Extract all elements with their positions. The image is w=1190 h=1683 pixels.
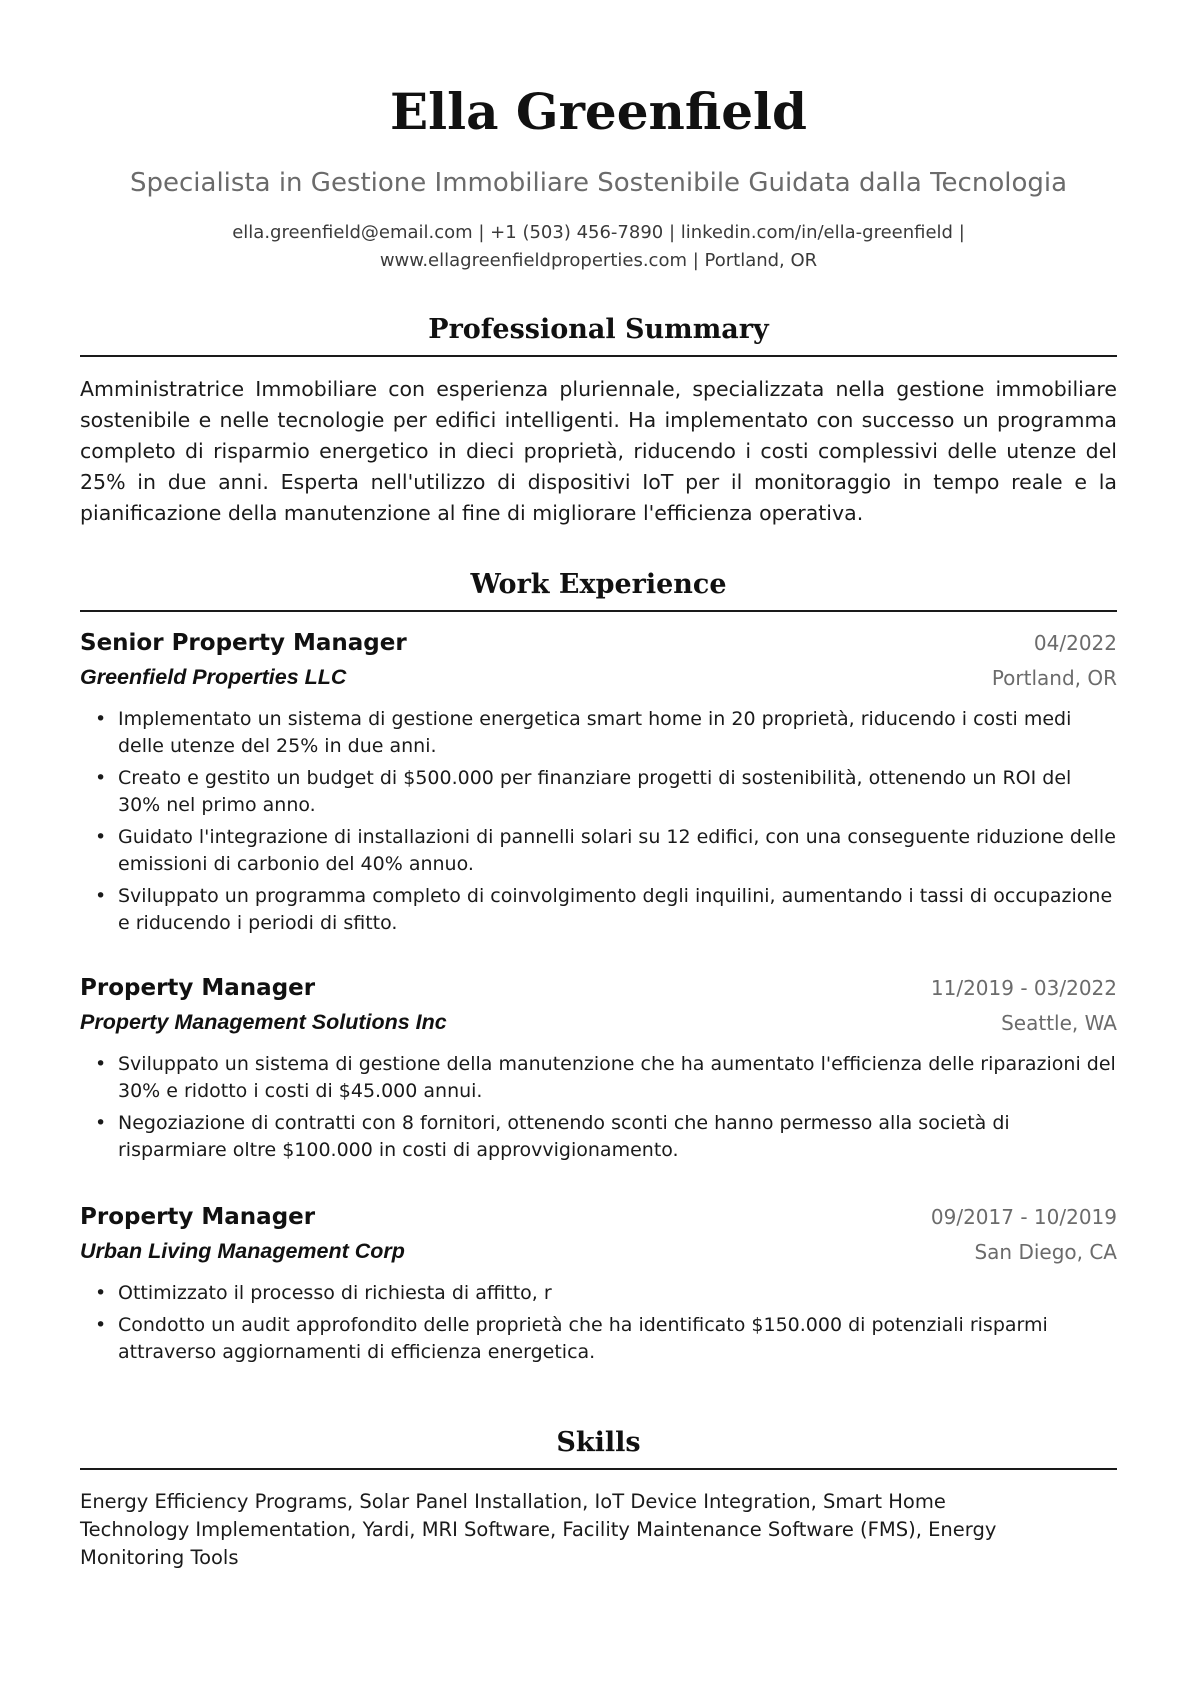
job-dates: 09/2017 - 10/2019 — [930, 1205, 1117, 1229]
achievement-text: Creato e gestito un budget di $500.000 per finanziare progetti di sostenibilità, ottenendo un ROI del 30% nel primo anno. — [118, 767, 1072, 816]
job-achievements — [80, 1051, 1117, 1169]
bullet-icon: • — [95, 1112, 107, 1134]
skills-heading: Skills — [556, 1427, 641, 1458]
job-location: Seattle, WA — [1001, 1011, 1117, 1035]
achievement-text: Sviluppato un sistema di gestione della manutenzione che ha aumentato l'efficienza delle riparazioni del 30% e ridotto i costi di $45.000 annui. — [118, 1053, 1116, 1102]
contact-line-2: www.ellagreenfieldproperties.com | Portland, OR — [379, 250, 818, 271]
section-divider — [80, 610, 1117, 612]
section-divider — [80, 1468, 1117, 1470]
job-location: San Diego, CA — [974, 1240, 1117, 1264]
contact-info — [230, 219, 967, 275]
candidate-name: Ella Greenfield — [389, 82, 808, 141]
job-title: Property Manager — [80, 1204, 316, 1230]
bullet-icon: • — [95, 885, 107, 907]
achievement-item — [80, 1312, 1117, 1366]
achievement-text: Ottimizzato il processo di richiesta di affitto, r — [118, 1282, 552, 1304]
achievement-text: Sviluppato un programma completo di coinvolgimento degli inquilini, aumentando i tassi di occupazione e riducendo i periodi di sfitto. — [118, 885, 1113, 934]
job-achievements — [80, 706, 1117, 942]
bullet-icon: • — [95, 708, 107, 730]
job-company: Greenfield Properties LLC — [80, 665, 347, 689]
achievement-item — [80, 824, 1117, 878]
job-dates: 11/2019 - 03/2022 — [930, 976, 1117, 1000]
bullet-icon: • — [95, 826, 107, 848]
job-dates: 04/2022 — [1033, 631, 1117, 655]
job-achievements — [80, 1280, 1117, 1371]
achievement-text: Implementato un sistema di gestione energetica smart home in 20 proprietà, riducendo i costi medi delle utenze del 25% in due anni. — [118, 708, 1072, 757]
bullet-icon: • — [95, 1053, 107, 1075]
achievement-item — [80, 1051, 1117, 1105]
bullet-icon: • — [95, 1282, 107, 1304]
candidate-headline: Specialista in Gestione Immobiliare Sostenibile Guidata dalla Tecnologia — [129, 168, 1068, 198]
bullet-icon: • — [95, 767, 107, 789]
skills-list: Energy Efficiency Programs, Solar Panel Installation, IoT Device Integration, Smart Home Technology Implementation, Yardi, MRI Software, Facility Maintenance Software (FMS), Energy Monitoring Tools — [80, 1490, 997, 1569]
summary-text: Amministratrice Immobiliare con esperienza pluriennale, specializzata nella gestione immobiliare sostenibile e nelle tecnologie per edifici intelligenti. Ha implementato con successo un programma completo di risparmio energetico in dieci proprietà, riducendo i costi complessivi delle utenze del 25% in due anni. Esperta nell'utilizzo di dispositivi IoT per il monitoraggio in tempo reale e la pianificazione della manutenzione al fine di migliorare l'efficienza operativa. — [80, 377, 1117, 525]
achievement-item — [80, 1280, 1117, 1307]
achievement-text: Guidato l'integrazione di installazioni di pannelli solari su 12 edifici, con una conseguente riduzione delle emissioni di carbonio del 40% annuo. — [118, 826, 1116, 875]
achievement-text: Condotto un audit approfondito delle proprietà che ha identificato $150.000 di potenziali risparmi attraverso aggiornamenti di efficienza energetica. — [118, 1314, 1048, 1363]
experience-heading: Work Experience — [470, 569, 727, 600]
job-title: Property Manager — [80, 975, 316, 1001]
job-company: Urban Living Management Corp — [80, 1239, 405, 1263]
job-company: Property Management Solutions Inc — [80, 1010, 447, 1034]
section-divider — [80, 355, 1117, 357]
achievement-item — [80, 883, 1117, 937]
achievement-text: Negoziazione di contratti con 8 fornitori, ottenendo sconti che hanno permesso alla società di risparmiare oltre $100.000 in costi di approvvigionamento. — [118, 1112, 1010, 1161]
contact-line-1: ella.greenfield@email.com | +1 (503) 456-7890 | linkedin.com/in/ella-greenfield | — [232, 222, 965, 243]
bullet-icon: • — [95, 1314, 107, 1336]
achievement-item — [80, 706, 1117, 760]
summary-heading: Professional Summary — [428, 314, 769, 345]
job-title: Senior Property Manager — [80, 630, 407, 656]
job-location: Portland, OR — [991, 666, 1117, 690]
achievement-item — [80, 1110, 1117, 1164]
achievement-item — [80, 765, 1117, 819]
